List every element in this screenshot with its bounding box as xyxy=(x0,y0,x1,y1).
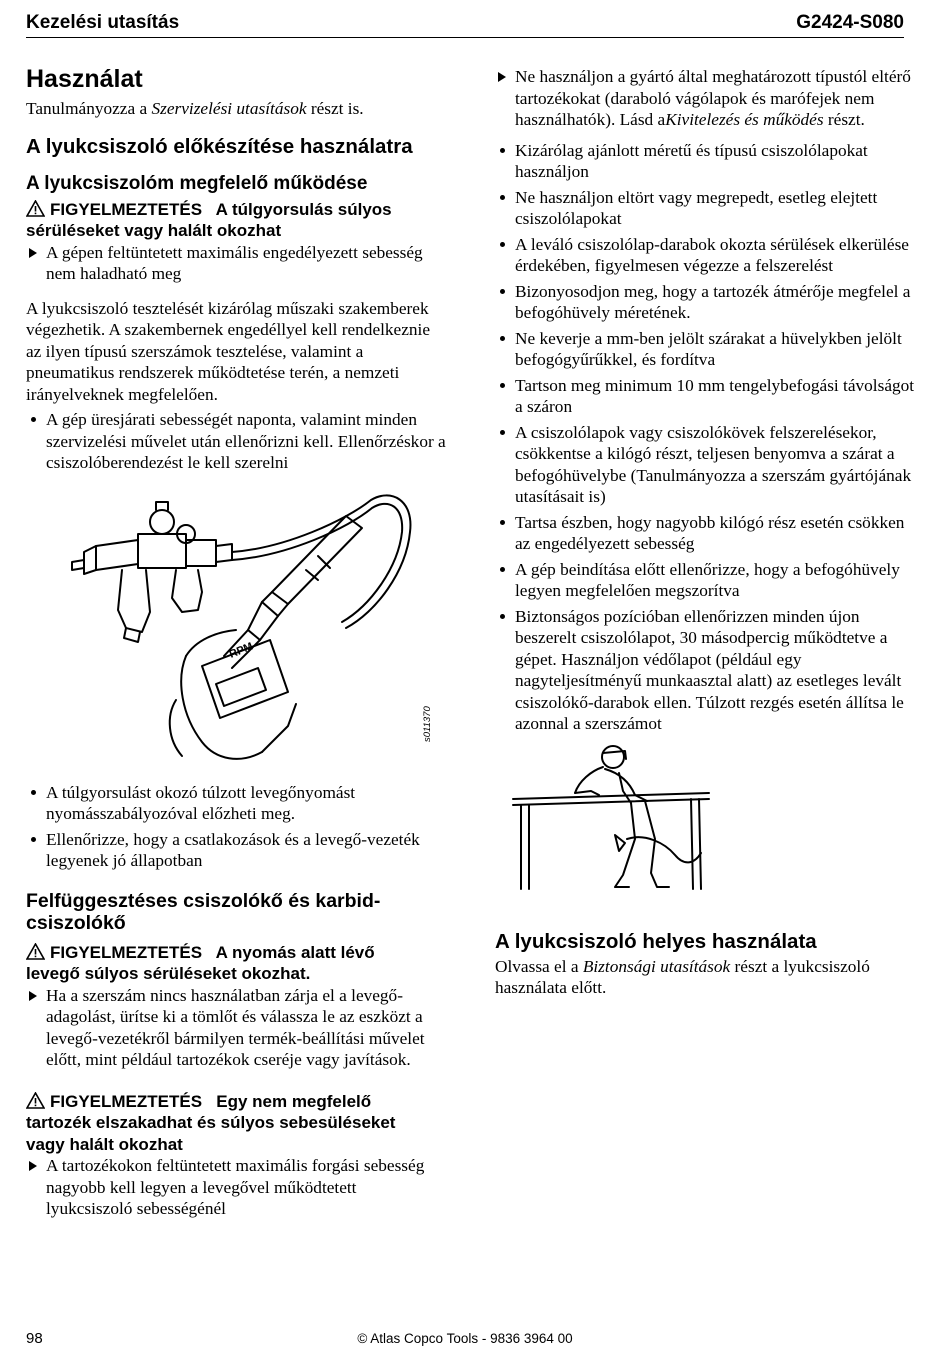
copyright: © Atlas Copco Tools - 9836 3964 00 xyxy=(357,1331,573,1346)
list-item: A túlgyorsulást okozó túlzott levegőnyomást nyomásszabályozóval előzheti meg. xyxy=(26,782,446,825)
warning-compressed-air: FIGYELMEZTETÉS A nyomás alatt lévő levegő súlyos sérüléseket okozhat. xyxy=(26,942,375,983)
list-item: A leváló csiszolólap-darabok okozta sérülések elkerülése érdekében, figyelmesen végezze a felszerelést xyxy=(495,234,915,277)
right-column xyxy=(495,66,915,999)
warning-label: FIGYELMEZTETÉS xyxy=(50,199,203,219)
section-heading-mounted-points: Felfüggesztéses csiszolókő és karbid- csiszolókő xyxy=(26,889,381,934)
warning-triangle-icon xyxy=(26,1092,45,1109)
left-column xyxy=(26,62,446,1220)
testing-paragraph: A lyukcsiszoló tesztelését kizárólag műszaki szakemberek végezhetik. A szakembernek engedéllyel kell rendelkeznie az ilyen típusú szerszámok tesztelése, valamint a pneumatikus rendszerek működtetése terén, a nemzeti irányelveknek megfelelően. xyxy=(26,298,431,404)
subheading-proper-operation: A lyukcsiszolóm megfelelő működése xyxy=(26,172,368,194)
header-title: Kezelési utasítás xyxy=(26,12,180,33)
list-item: Ellenőrizze, hogy a csatlakozások és a levegő-vezeték legyenek jó állapotban xyxy=(26,829,446,872)
instruction-shut-off-air: Ha a szerszám nincs használatban zárja el a levegő-adagolást, ürítse ki a tömlőt és válassza le az eszközt a levegő-vezetékről bármilyen termék-beállítási művelet előtt, mint például tartozékok cseréje vagy javítások. xyxy=(26,985,446,1071)
safety-reference: Biztonsági utasítások xyxy=(582,956,731,976)
pressure-bullets xyxy=(26,782,446,872)
warning-triangle-icon xyxy=(26,943,45,960)
header-doc-code: G2424-S080 xyxy=(796,12,904,33)
list-item: A gép üresjárati sebességét naponta, valamint minden szervizelési művelet után ellenőrizni kell. Ellenőrzéskor a csiszolóberendezést le kell szerelni xyxy=(26,409,446,474)
list-item: Biztonságos pozícióban ellenőrizzen minden újon beszerelt csiszolólapot, 30 másodpercig működtetve a gépet. Használjon védőlapot (például egy nagyteljesítményű munkaasztal alatt) az esetleges levált csiszolókő-darabok ellen. Túlzott rezgés esetén állítsa le azonnal a szerszámot xyxy=(495,606,915,735)
instruction-max-speed: A gépen feltüntetett maximális engedélyezett sebesség nem haladható meg xyxy=(26,242,446,285)
accessory-bullet-list xyxy=(495,140,915,735)
instruction-accessory-speed: A tartozékokon feltüntetett maximális forgási sebesség nagyobb kell legyen a levegővel működtetett lyukcsiszoló sebességénél xyxy=(26,1155,446,1220)
list-item: Tartsa észben, hogy nagyobb kilógó rész esetén csökken az engedélyezett sebesség xyxy=(495,512,915,555)
warning-label: FIGYELMEZTETÉS xyxy=(50,942,203,962)
correct-use-text: Olvassa el a Biztonsági utasítások részt a lyukcsiszoló használata előtt. xyxy=(495,956,870,997)
list-item: A gép beindítása előtt ellenőrizze, hogy a befogóhüvely legyen megfelelően megszorítva xyxy=(495,559,915,602)
page-header xyxy=(26,10,904,38)
figure-worker-bench xyxy=(495,743,915,893)
section-heading-correct-use: A lyukcsiszoló helyes használata xyxy=(495,929,817,953)
intro-reference: Szervizelési utasítások xyxy=(151,99,307,118)
instruction-accessory-types: Ne használjon a gyártó által meghatározott típustól eltérő tartozékokat (daraboló vágólapok és marófejek nem használhatók). Lásd aKivitelezés és működés részt. xyxy=(495,66,915,131)
intro-text: Tanulmányozza a Szervizelési utasítások részt is. xyxy=(26,99,364,118)
warning-accessory: FIGYELMEZTETÉS Egy nem megfelelő tartozék elszakadhat és súlyos sebesüléseket vagy halált okozhat xyxy=(26,1091,396,1154)
rpm-test-illustration xyxy=(26,480,446,770)
worker-illustration xyxy=(495,743,915,893)
section-heading-preparation: A lyukcsiszoló előkészítése használatra xyxy=(26,134,413,158)
list-item: Kizárólag ajánlott méretű és típusú csiszolólapokat használjon xyxy=(495,140,915,183)
warning-label: FIGYELMEZTETÉS xyxy=(50,1091,203,1111)
list-item: Ne keverje a mm-ben jelölt szárakat a hüvelykben jelölt befogógyűrűkkel, és fordítva xyxy=(495,328,915,371)
list-item: A csiszolólapok vagy csiszolókövek felszerelésekor, csökkentse a kilógó részt, teljesen benyomva a szárat a befogóhüvelybe (Tanulmányozza a szerszám gyártójának utasításait is) xyxy=(495,422,915,508)
figure-rpm-test xyxy=(26,480,446,770)
warning-overspeed: FIGYELMEZTETÉS A túlgyorsulás súlyos sérüléseket vagy halált okozhat xyxy=(26,199,392,240)
rpm-label: RPM xyxy=(227,639,255,661)
figure-code: s011370 xyxy=(422,705,433,742)
list-item: Bizonyosodjon meg, hogy a tartozék átmérője megfelel a befogóhüvely méretének. xyxy=(495,281,915,324)
reference-link-text: Kivitelezés és működés xyxy=(665,110,824,129)
list-item: Tartson meg minimum 10 mm tengelybefogási távolságot a száron xyxy=(495,375,915,418)
page-number: 98 xyxy=(26,1330,43,1347)
warning-triangle-icon xyxy=(26,200,45,217)
page-title: Használat xyxy=(26,65,143,93)
page-footer xyxy=(26,1330,904,1352)
list-item: Ne használjon eltört vagy megrepedt, esetleg elejtett csiszolólapokat xyxy=(495,187,915,230)
